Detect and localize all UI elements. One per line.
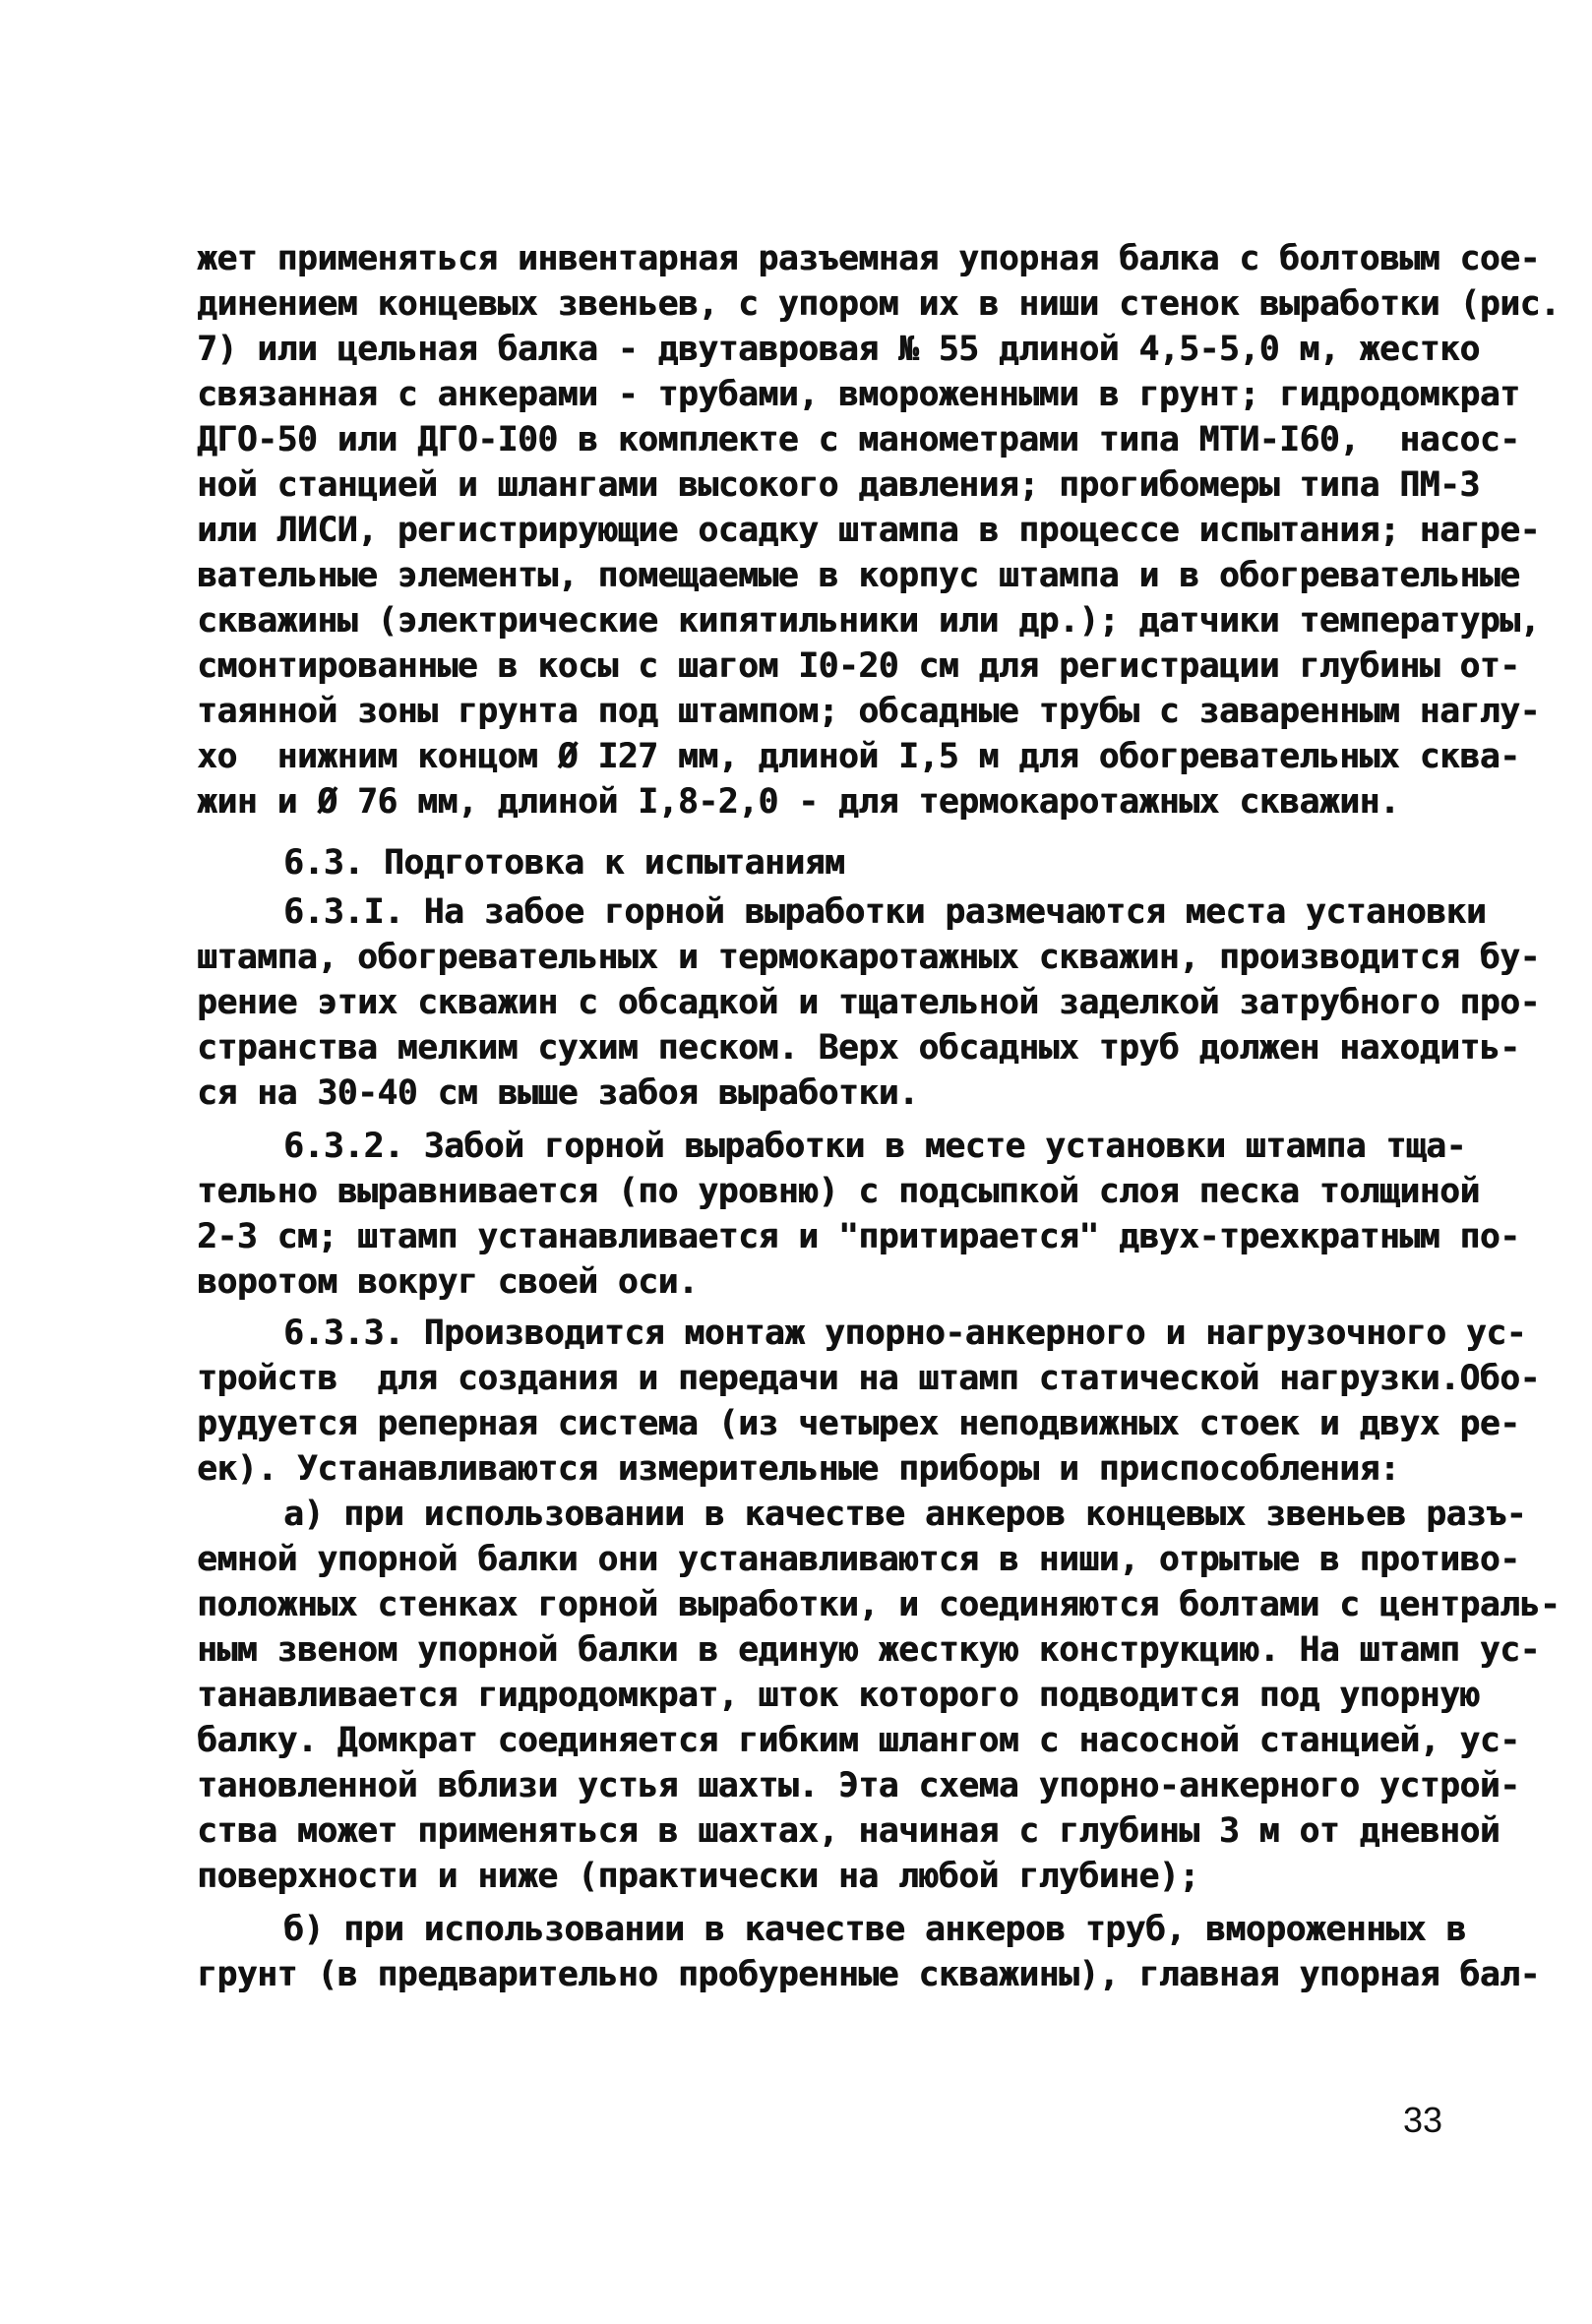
text-line: поверхности и ниже (практически на любой глубине); [197,1857,1199,1896]
text-line: ся на 30-40 см выше забоя выработки. [197,1073,919,1113]
text-line: рудуется реперная система (из четырех неподвижных стоек и двух ре- [197,1404,1520,1443]
text-line: жет применяться инвентарная разъемная упорная балка с болтовым сое- [197,239,1540,278]
text-line: балку. Домкрат соединяется гибким шлангом с насосной станцией, ус- [197,1721,1520,1760]
text-line: тановленной вблизи устья шахты. Эта схема упорно-анкерного устрой- [197,1766,1520,1805]
text-line: ДГО-50 или ДГО-I00 в комплекте с манометрами типа МТИ-I60, насос- [197,420,1520,459]
text-line: а) при использовании в качестве анкеров концевых звеньев разъ- [283,1495,1526,1534]
text-line: б) при использовании в качестве анкеров труб, вмороженных в [283,1910,1466,1949]
text-line: связанная с анкерами - трубами, вмороженными в грунт; гидродомкрат [197,375,1520,414]
text-line: ек). Устанавливаются измерительные приборы и приспособления: [197,1449,1400,1489]
text-line: скважины (электрические кипятильники или др.); датчики температуры, [197,601,1540,641]
text-line: 2-3 см; штамп устанавливается и "притирается" двух-трехкратным по- [197,1217,1520,1256]
text-line: ства может применяться в шахтах, начиная с глубины 3 м от дневной [197,1811,1500,1851]
text-line: тройств для создания и передачи на штамп статической нагрузки.Обо- [197,1359,1540,1398]
text-line: воротом вокруг своей оси. [197,1262,699,1302]
text-line: жин и Ø 76 мм, длиной I,8-2,0 - для термокаротажных скважин. [197,782,1400,822]
text-line: 6.3.3. Производится монтаж упорно-анкерного и нагрузочного ус- [283,1314,1526,1353]
text-line: динением концевых звеньев, с упором их в ниши стенок выработки (рис. [197,284,1561,324]
text-line: ным звеном упорной балки в единую жесткую конструкцию. На штамп ус- [197,1630,1540,1670]
text-line: вательные элементы, помещаемые в корпус штампа и в обогревательные [197,556,1520,595]
text-line: или ЛИСИ, регистрирующие осадку штампа в процессе испытания; нагре- [197,511,1540,550]
text-line: тельно выравнивается (по уровню) с подсыпкой слоя песка толщиной [197,1172,1480,1211]
text-line: странства мелким сухим песком. Верх обсадных труб должен находить- [197,1028,1520,1068]
text-line: ной станцией и шлангами высокого давления; прогибомеры типа ПМ-3 [197,465,1480,505]
text-line: рение этих скважин с обсадкой и тщательной заделкой затрубного про- [197,983,1540,1022]
page-number: 33 [1403,2100,1443,2140]
text-line: грунт (в предварительно пробуренные скважины), главная упорная бал- [197,1955,1540,1994]
text-line: 7) или цельная балка - двутавровая № 55 длиной 4,5-5,0 м, жестко [197,330,1480,369]
text-line: положных стенках горной выработки, и соединяются болтами с централь- [197,1585,1561,1624]
text-line: емной упорной балки они устанавливаются в ниши, отрытые в противо- [197,1540,1520,1579]
text-line: таянной зоны грунта под штампом; обсадные трубы с заваренным наглу- [197,692,1540,731]
text-line: хо нижним концом Ø I27 мм, длиной I,5 м для обогревательных сква- [197,737,1520,776]
text-line: штампа, обогревательных и термокаротажных скважин, производится бу- [197,938,1540,977]
text-line: смонтированные в косы с шагом I0-20 см для регистрации глубины от- [197,646,1520,686]
text-line: 6.3.2. Забой горной выработки в месте установки штампа тща- [283,1127,1466,1166]
section-heading: 6.3. Подготовка к испытаниям [283,843,845,883]
text-line: 6.3.I. На забое горной выработки размечаются места установки [283,892,1487,932]
text-line: танавливается гидродомкрат, шток которого подводится под упорную [197,1676,1480,1715]
